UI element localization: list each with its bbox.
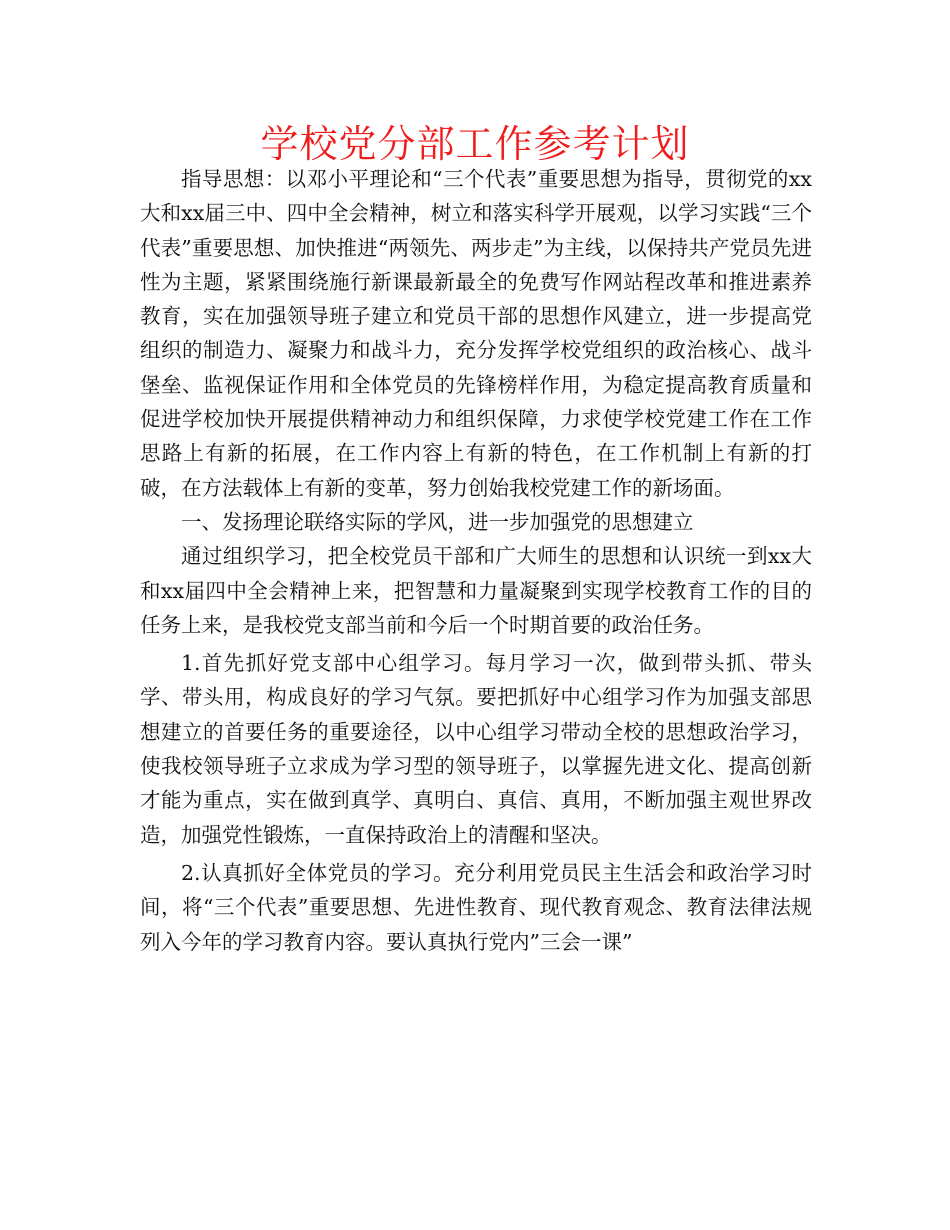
- paragraph-guiding-ideology: 指导思想：以邓小平理论和“三个代表”重要思想为指导，贯彻党的xx大和xx届三中、四中全会精神，树立和落实科学开展观，以学习实践“三个代表”重要思想、加快推进“两领先、两步走”为主线，以保持共产党员先进性为主题，紧紧围绕施行新课最新最全的免费写作网站程改革和推进素养教育，实在加强领导班子建立和党员干部的思想作风建立，进一步提高党组织的制造力、凝聚力和战斗力，充分发挥学校党组织的政治核心、战斗堡垒、监视保证作用和全体党员的先锋榜样作用，为稳定提高教育质量和促进学校加快开展提供精神动力和组织保障，力求使学校党建工作在工作思路上有新的拓展，在工作内容上有新的特色，在工作机制上有新的打破，在方法载体上有新的变革，努力创始我校党建工作的新场面。: [140, 167, 812, 500]
- paragraph-item-1: 1.首先抓好党支部中心组学习。每月学习一次，做到带头抓、带头学、带头用，构成良好的学习气氛。要把抓好中心组学习作为加强支部思想建立的首要任务的重要途径，以中心组学习带动全校的思想政治学习，使我校领导班子立求成为学习型的领导班子，以掌握先进文化、提高创新才能为重点，实在做到真学、真明白、真信、真用，不断加强主观世界改造，加强党性锻炼，一直保持政治上的清醒和坚决。: [140, 651, 812, 847]
- paragraph-section-1-intro: 通过组织学习，把全校党员干部和广大师生的思想和认识统一到xx大和xx届四中全会精神上来，把智慧和力量凝聚到实现学校教育工作的目的任务上来，是我校党支部当前和今后一个时期首要的政治任务。: [140, 544, 812, 637]
- paragraph-item-2: 2.认真抓好全体党员的学习。充分利用党员民主生活会和政治学习时间，将“三个代表”重要思想、先进性教育、现代教育观念、教育法律法规列入今年的学习教育内容。要认真执行党内”三会一课”: [140, 860, 812, 954]
- document-title: 学校党分部工作参考计划: [260, 122, 690, 166]
- document-body: [140, 162, 812, 959]
- section-heading-1: 一、发扬理论联络实际的学风，进一步加强党的思想建立: [181, 509, 694, 534]
